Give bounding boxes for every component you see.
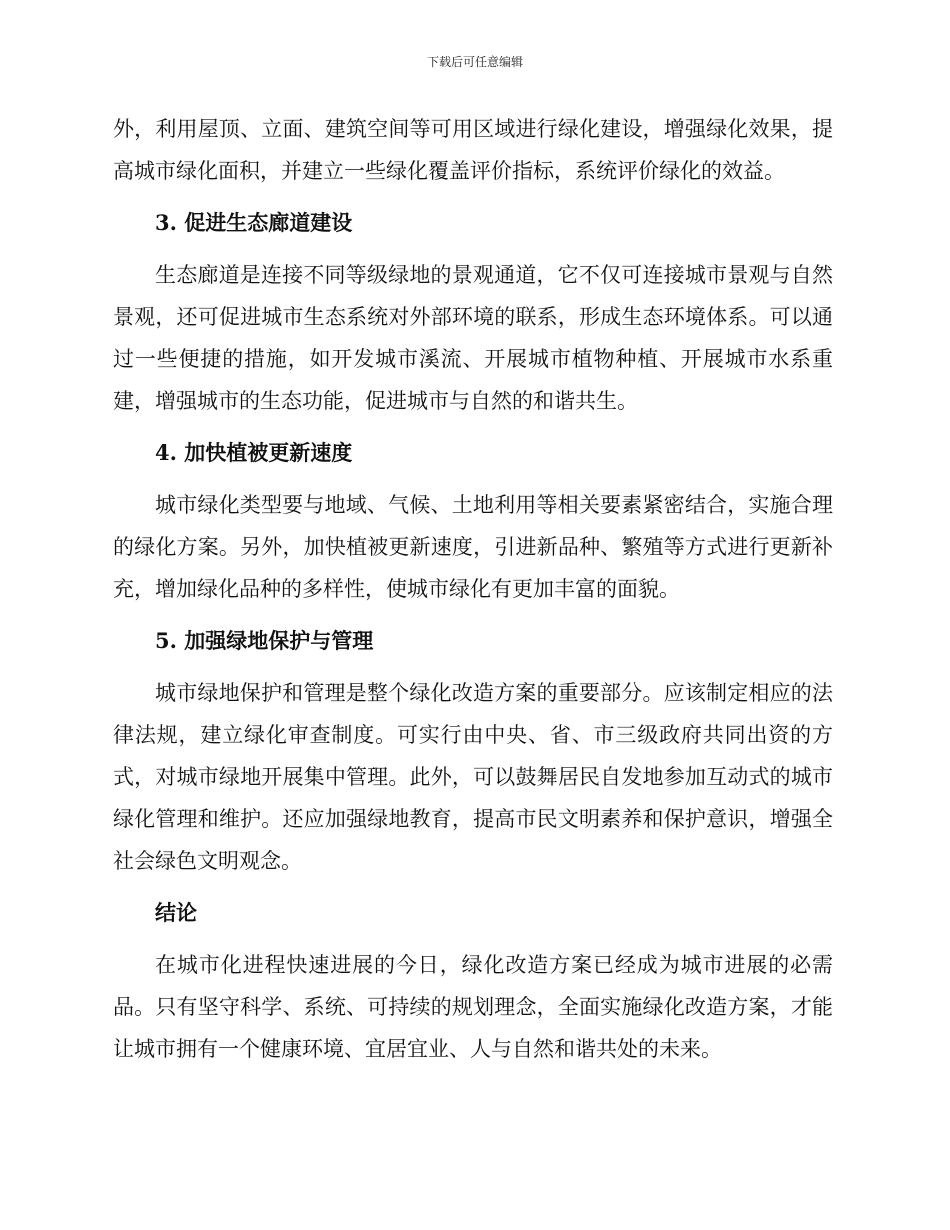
section-heading-vegetation-renewal: 4. 加快植被更新速度 (155, 440, 353, 465)
paragraph-conclusion: 在城市化进程快速进展的今日，绿化改造方案已经成为城市进展的必需品。只有坚守科学、系统、可持续的规划理念，全面实施绿化改造方案，才能让城市拥有一个健康环境、宜居宜业、人与自然和谐共处的未来。 (113, 953, 833, 1061)
section-heading-greenland-protection: 5. 加强绿地保护与管理 (155, 628, 374, 653)
continued-paragraph: 外，利用屋顶、立面、建筑空间等可用区域进行绿化建设，增强绿化效果，提高城市绿化面积，并建立一些绿化覆盖评价指标，系统评价绿化的效益。 (113, 117, 833, 183)
document-body (113, 108, 833, 1070)
section-heading-ecological-corridor: 3. 促进生态廊道建设 (155, 210, 353, 235)
section-heading-conclusion: 结论 (155, 900, 197, 925)
paragraph-vegetation-renewal: 城市绿化类型要与地域、气候、土地利用等相关要素紧密结合，实施合理的绿化方案。另外，加快植被更新速度，引进新品种、繁殖等方式进行更新补充，增加绿化品种的多样性，使城市绿化有更加丰富的面貌。 (113, 493, 833, 601)
paragraph-greenland-protection: 城市绿地保护和管理是整个绿化改造方案的重要部分。应该制定相应的法律法规，建立绿化审查制度。可实行由中央、省、市三级政府共同出资的方式，对城市绿地开展集中管理。此外，可以鼓舞居民自发地参加互动式的城市绿化管理和维护。还应加强绿地教育，提高市民文明素养和保护意识，增强全社会绿色文明观念。 (113, 681, 833, 873)
paragraph-ecological-corridor: 生态廊道是连接不同等级绿地的景观通道，它不仅可连接城市景观与自然景观，还可促进城市生态系统对外部环境的联系，形成生态环境体系。可以通过一些便捷的措施，如开发城市溪流、开展城市植物种植、开展城市水系重建，增强城市的生态功能，促进城市与自然的和谐共生。 (113, 263, 833, 413)
page-header: 下载后可任意编辑 (426, 55, 523, 69)
